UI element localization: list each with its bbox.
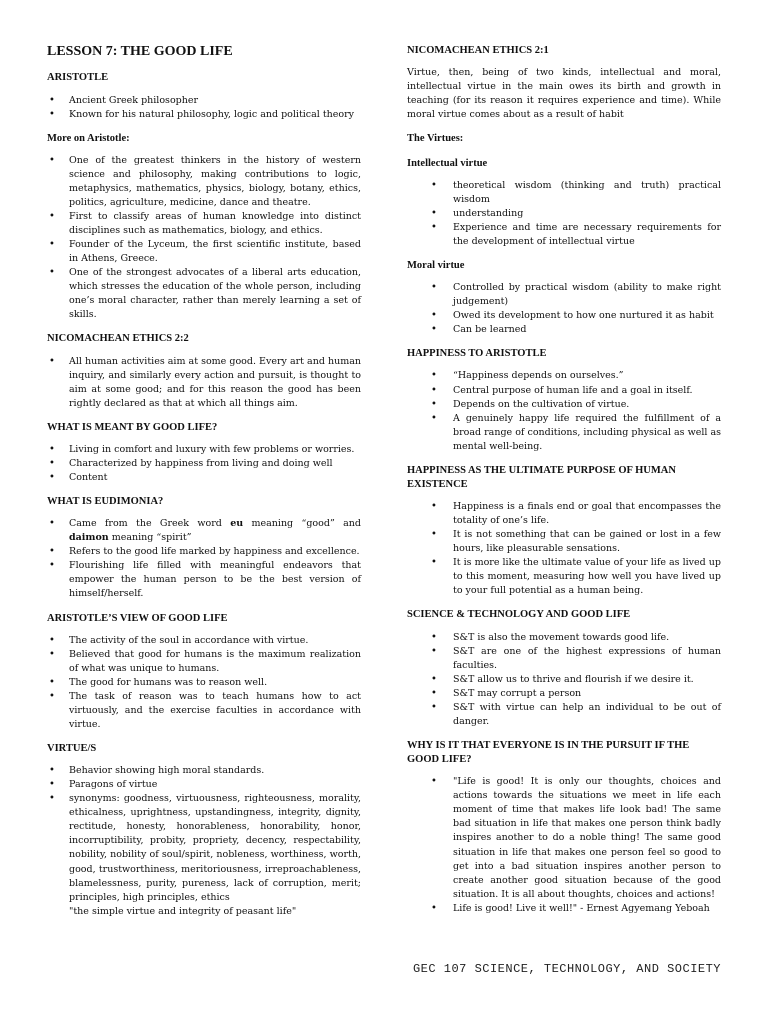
heading-ethics-2-2: NICOMACHEAN ETHICS 2:2	[47, 333, 189, 345]
list-item: • It is not something that can be gained or lost in a few hours, like pleasurable sensations.	[407, 528, 721, 556]
list-item: • "Life is good! It is only our thoughts, choices and actions towards the situations we meet in life each moment of time that makes life look bad! The same bad situation in life that makes one person think badly inspires another to do a noble thing! The same good situation in life that makes one person feel so good to get into a bad situation inspires another person to create another good situation because of the good situation. It is all about thoughts, choices and actions!	[407, 775, 721, 901]
list-item	[47, 517, 361, 545]
list-item: • theoretical wisdom (thinking and truth) practical wisdom	[407, 179, 721, 207]
list-item: • The good for humans was to reason well.	[47, 676, 361, 690]
heading-the-virtues: The Virtues:	[407, 133, 464, 145]
list-item: • Experience and time are necessary requirements for the development of intellectual virtue	[407, 221, 721, 249]
list-item: • Flourishing life filled with meaningful endeavors that empower the human person to be the best version of himself/herself.	[47, 559, 361, 601]
list-item: • Living in comfort and luxury with few problems or worries.	[47, 443, 361, 457]
list-item: • S&T allow us to thrive and flourish if we desire it.	[407, 673, 721, 687]
heading-happiness: HAPPINESS TO ARISTOTLE	[407, 348, 547, 360]
list-item: • The task of reason was to teach humans how to act virtuously, and the exercise faculties in accordance with virtue.	[47, 690, 361, 732]
lesson-title: LESSON 7: THE GOOD LIFE	[47, 44, 233, 59]
list-item: • Paragons of virtue	[47, 778, 361, 792]
list-item: • Central purpose of human life and a goal in itself.	[407, 384, 721, 398]
list-item: • Life is good! Live it well!" - Ernest Agyemang Yeboah	[407, 902, 721, 916]
heading-more-on-aristotle: More on Aristotle:	[47, 132, 130, 144]
list-item: • All human activities aim at some good. Every art and human inquiry, and similarly every action and pursuit, is thought to aim at some good; and for this reason the good has been rightly declared as that at which all things aim.	[47, 355, 361, 411]
left-column	[47, 30, 361, 925]
heading-good-life: WHAT IS MEANT BY GOOD LIFE?	[47, 421, 218, 433]
virtue-quote: "the simple virtue and integrity of peasant life"	[69, 905, 297, 917]
list-item: • Characterized by happiness from living and doing well	[47, 457, 361, 471]
heading-ultimate-purpose: HAPPINESS AS THE ULTIMATE PURPOSE OF HUMAN EXISTENCE	[407, 464, 676, 490]
eudimonia-text-pre: Came from the Greek word	[69, 518, 231, 530]
heading-virtues: VIRTUE/S	[47, 743, 97, 755]
list-item: • Believed that good for humans is the maximum realization of what was unique to humans.	[47, 648, 361, 676]
eudimonia-list	[47, 517, 361, 601]
heading-aristotle-view: ARISTOTLE’S VIEW OF GOOD LIFE	[47, 612, 228, 624]
list-item: • S&T with virtue can help an individual to be out of danger.	[407, 701, 721, 729]
ethics-2-1-paragraph: Virtue, then, being of two kinds, intellectual and moral, intellectual virtue in the main owes its birth and growth in teaching (for its reason it requires experience and time). While moral virtue comes about as a result of habit	[407, 67, 721, 121]
good-life-list	[47, 443, 361, 485]
ethics-2-2-list	[47, 355, 361, 411]
heading-intellectual-virtue: Intellectual virtue	[407, 157, 488, 169]
list-item: • synonyms: goodness, virtuousness, righteousness, morality, ethicalness, uprightness, upstandingness, integrity, dignity, rectitude, honesty, honorableness, honorability, honor, incorruptibility, probity, propriety, decency, respectability, nobility, nobility of soul/spirit, nobleness, worthiness, worth, good, trustworthiness, meritoriousness, irreproachableness, blamelessness, purity, pureness, lack of corruption, merit; principles, high principles, ethics	[47, 792, 361, 904]
list-item: • A genuinely happy life required the fulfillment of a broad range of conditions, including physical as well as mental well-being.	[407, 412, 721, 454]
heading-pursuit: WHY IS IT THAT EVERYONE IS IN THE PURSUIT IF THE GOOD LIFE?	[407, 739, 690, 766]
list-item: • S&T is also the movement towards good life.	[407, 631, 721, 645]
heading-eudimonia: WHAT IS EUDIMONIA?	[47, 496, 164, 508]
list-item: • Known for his natural philosophy, logic and political theory	[47, 108, 361, 122]
list-item: • Happiness is a finals end or goal that encompasses the totality of one’s life.	[407, 500, 721, 528]
heading-ethics-2-1: NICOMACHEAN ETHICS 2:1	[407, 45, 549, 56]
list-item: • Can be learned	[407, 323, 721, 337]
list-item: • Founder of the Lyceum, the first scientific institute, based in Athens, Greece.	[47, 238, 361, 266]
pursuit-list	[407, 775, 721, 915]
science-technology-list	[407, 631, 721, 729]
list-item: • Content	[47, 471, 361, 485]
list-item: • Ancient Greek philosopher	[47, 94, 361, 108]
aristotle-list	[47, 94, 361, 122]
eudimonia-text-mid: meaning “good” and	[243, 518, 361, 530]
list-item: • “Happiness depends on ourselves.”	[407, 369, 721, 383]
eudimonia-text-post: meaning “spirit”	[108, 532, 192, 544]
list-item: • understanding	[407, 207, 721, 221]
list-item: • One of the strongest advocates of a liberal arts education, which stresses the education of the whole person, including one’s moral character, rather than merely learning a set of skills.	[47, 266, 361, 322]
list-item: • First to classify areas of human knowledge into distinct disciplines such as mathematics, biology, and ethics.	[47, 210, 361, 238]
list-item: • S&T are one of the highest expressions of human faculties.	[407, 645, 721, 673]
aristotle-view-list	[47, 634, 361, 732]
list-item: • The activity of the soul in accordance with virtue.	[47, 634, 361, 648]
list-item: • One of the greatest thinkers in the history of western science and philosophy, making contributions to logic, metaphysics, mathematics, physics, biology, botany, ethics, politics, agriculture, medicine, dance and theatre.	[47, 154, 361, 210]
heading-moral-virtue: Moral virtue	[407, 259, 465, 271]
right-column	[407, 30, 721, 922]
term-eu: eu	[230, 518, 244, 530]
moral-virtue-list	[407, 281, 721, 337]
list-item: • Owed its development to how one nurtured it as habit	[407, 309, 721, 323]
intellectual-virtue-list	[407, 179, 721, 249]
heading-aristotle: ARISTOTLE	[47, 72, 109, 84]
virtues-list	[47, 764, 361, 904]
heading-science-technology: SCIENCE & TECHNOLOGY AND GOOD LIFE	[407, 609, 631, 621]
term-daimon: daimon	[69, 532, 109, 544]
page-footer: GEC 107 SCIENCE, TECHNOLOGY, AND SOCIETY	[412, 962, 721, 976]
list-item: • Depends on the cultivation of virtue.	[407, 398, 721, 412]
more-aristotle-list	[47, 154, 361, 323]
list-item: • It is more like the ultimate value of your life as lived up to this moment, measuring how well you have lived up to your full potential as a human being.	[407, 556, 721, 598]
list-item: • S&T may corrupt a person	[407, 687, 721, 701]
list-item: • Refers to the good life marked by happiness and excellence.	[47, 545, 361, 559]
ultimate-purpose-list	[407, 500, 721, 598]
list-item: • Controlled by practical wisdom (ability to make right judgement)	[407, 281, 721, 309]
happiness-list	[407, 369, 721, 453]
list-item: • Behavior showing high moral standards.	[47, 764, 361, 778]
